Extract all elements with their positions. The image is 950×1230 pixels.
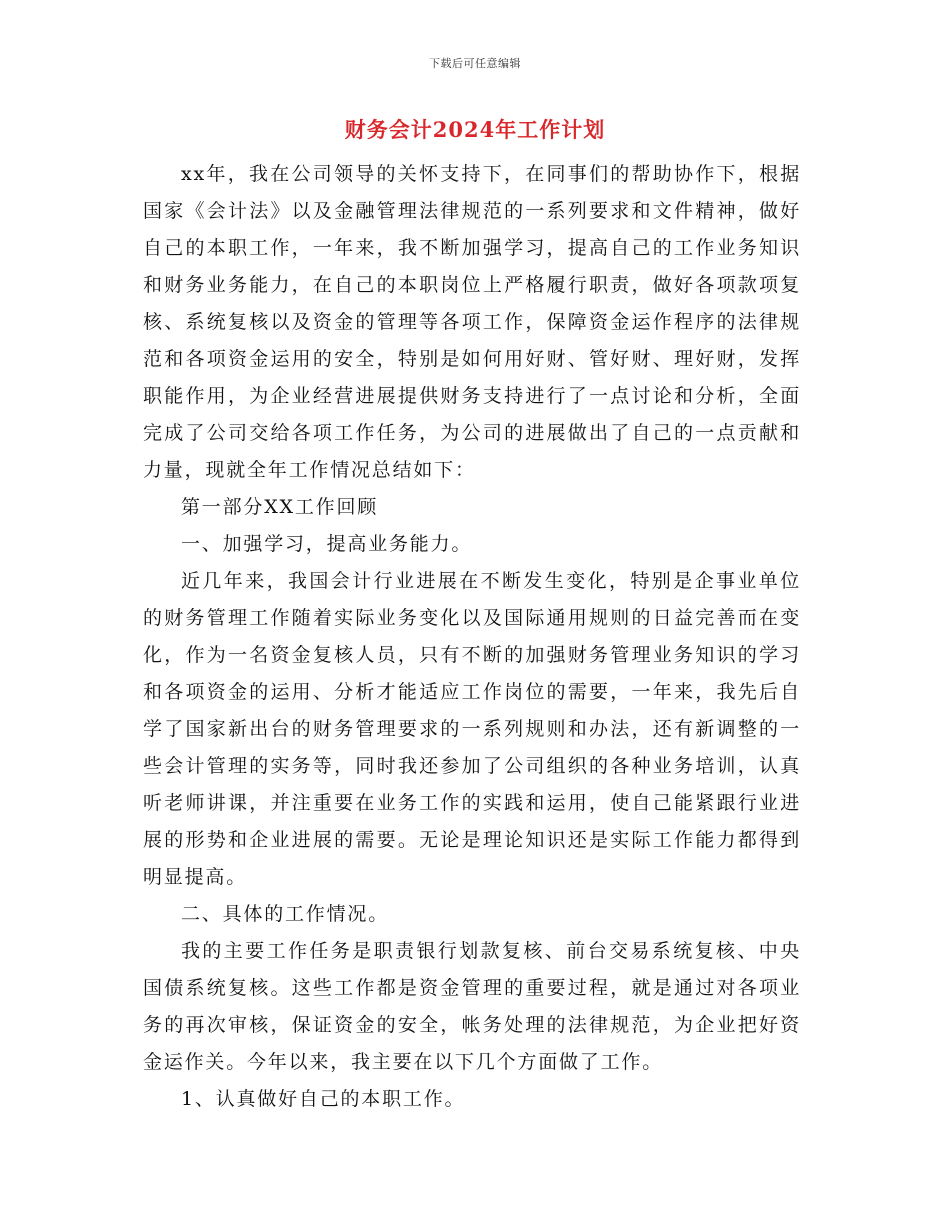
- paragraph-study: 近几年来，我国会计行业进展在不断发生变化，特别是企事业单位的财务管理工作随着实际业务变化以及国际通用规则的日益完善而在变化，作为一名资金复核人员，只有不断的加强财务管理业务知识的学习和各项资金的运用、分析才能适应工作岗位的需要，一年来，我先后自学了国家新出台的财务管理要求的一系列规则和办法，还有新调整的一些会计管理的实务等，同时我还参加了公司组织的各种业务培训，认真听老师讲课，并注重要在业务工作的实践和运用，使自己能紧跟行业进展的形势和企业进展的需要。无论是理论知识还是实际工作能力都得到明显提高。: [143, 570, 801, 888]
- document-title: 财务会计2024年工作计划: [344, 117, 606, 142]
- section-heading-part-one: 第一部分XX工作回顾: [181, 496, 379, 518]
- header-note: 下载后可任意编辑: [429, 57, 521, 70]
- paragraph-work: 我的主要工作任务是职责银行划款复核、前台交易系统复核、中央国债系统复核。这些工作都是资金管理的重要过程，就是通过对各项业务的再次审核，保证资金的安全，帐务处理的法律规范，为企业把好资金运作关。今年以来，我主要在以下几个方面做了工作。: [143, 940, 801, 1073]
- section-heading-study: 一、加强学习，提高业务能力。: [181, 533, 473, 555]
- subsection-heading-duty: 1、认真做好自己的本职工作。: [181, 1088, 466, 1110]
- section-heading-work: 二、具体的工作情况。: [181, 903, 390, 925]
- paragraph-intro: xx年，我在公司领导的关怀支持下，在同事们的帮助协作下，根据国家《会计法》以及金融管理法律规范的一系列要求和文件精神，做好自己的本职工作，一年来，我不断加强学习，提高自己的工作业务知识和财务业务能力，在自己的本职岗位上严格履行职责，做好各项款项复核、系统复核以及资金的管理等各项工作，保障资金运作程序的法律规范和各项资金运用的安全，特别是如何用好财、管好财、理好财，发挥职能作用，为企业经营进展提供财务支持进行了一点讨论和分析，全面完成了公司交给各项工作任务，为公司的进展做出了自己的一点贡献和力量，现就全年工作情况总结如下：: [143, 163, 801, 481]
- document-body: [143, 156, 801, 1118]
